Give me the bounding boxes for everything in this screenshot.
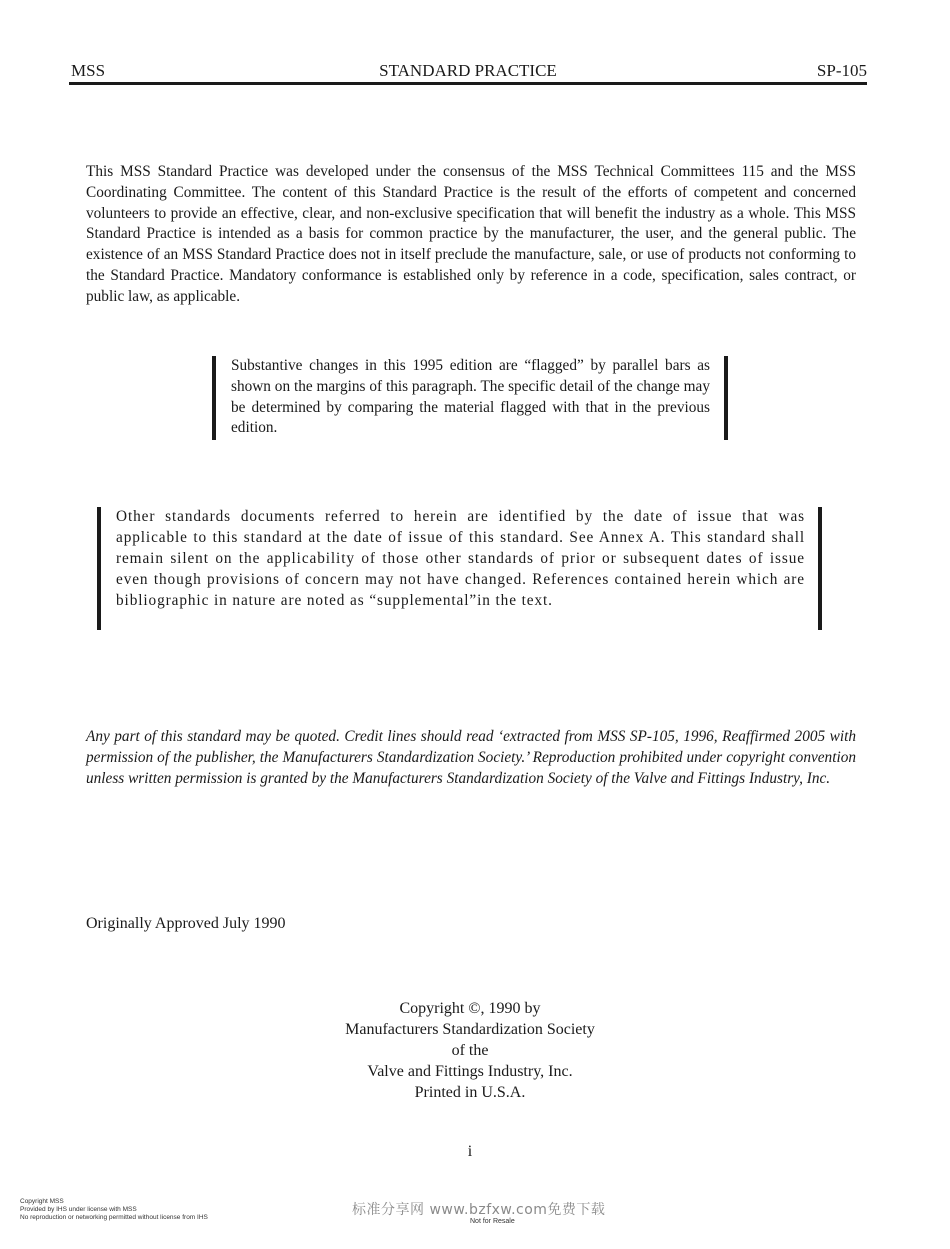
copyright-publisher: Manufacturers Standardization Society — [345, 1021, 595, 1038]
copyright-block — [300, 998, 640, 1103]
footer-license — [20, 1198, 208, 1222]
copyright-of-the: of the — [451, 1042, 489, 1059]
copyright-line: Copyright ©, 1990 by — [399, 1000, 541, 1017]
footer-copyright: Copyright MSS — [20, 1198, 64, 1205]
copyright-printed: Printed in U.S.A. — [414, 1084, 526, 1101]
other-standards-box — [97, 507, 822, 630]
header-title: STANDARD PRACTICE — [379, 61, 557, 80]
footer-reproduction: No reproduction or networking permitted without license from IHS — [20, 1214, 208, 1221]
flagged-changes-box — [212, 356, 728, 440]
other-standards-paragraph: Other standards documents referred to herein are identified by the date of issue that was applicable to this standard at the date of issue of this standard. See Annex A. This standard shall remain silent on the applicability of those other standards of prior or subsequent dates of issue even though provisions of concern may not have changed. References contained herein which are bibliographic in nature are noted as “supplemental”in the text. — [116, 508, 805, 609]
copyright-industry: Valve and Fittings Industry, Inc. — [367, 1063, 573, 1080]
intro-paragraph: This MSS Standard Practice was developed under the consensus of the MSS Technical Committees 115 and the MSS Coordinating Committee. The content of this Standard Practice is the result of the efforts of competent and concerned volunteers to provide an effective, clear, and non-exclusive specification that will benefit the industry as a whole. This MSS Standard Practice is intended as a basis for common practice by the manufacturer, the user, and the general public. The existence of an MSS Standard Practice does not in itself preclude the manufacture, sale, or use of products not conforming to the Standard Practice. Mandatory conformance is established only by reference in a code, specification, sales contract, or public law, as applicable. — [86, 163, 856, 305]
footer-provided: Provided by IHS under license with MSS — [20, 1206, 137, 1213]
flagged-changes-paragraph: Substantive changes in this 1995 edition are “flagged” by parallel bars as shown on the margins of this paragraph. The specific detail of the change may be determined by comparing the material flagged with that in the previous edition. — [231, 357, 710, 437]
watermark-text: 标准分享网 www.bzfxw.com免费下载 — [352, 1202, 606, 1218]
header-doc-number: SP-105 — [816, 61, 867, 80]
approval-date: Originally Approved July 1990 — [86, 915, 286, 932]
page-number: i — [467, 1143, 473, 1160]
quotation-notice: Any part of this standard may be quoted. Credit lines should read ‘extracted from MSS SP-105, 1996, Reaffirmed 2005 with permission of the publisher, the Manufacturers Standardization Society.’ Reproduction prohibited under copyright convention unless written permission is granted by the Manufacturers Standardization Society of the Valve and Fittings Industry, Inc. — [86, 728, 856, 787]
page-header — [69, 60, 867, 85]
header-org: MSS — [71, 61, 106, 80]
footer-resale: Not for Resale — [470, 1218, 515, 1225]
